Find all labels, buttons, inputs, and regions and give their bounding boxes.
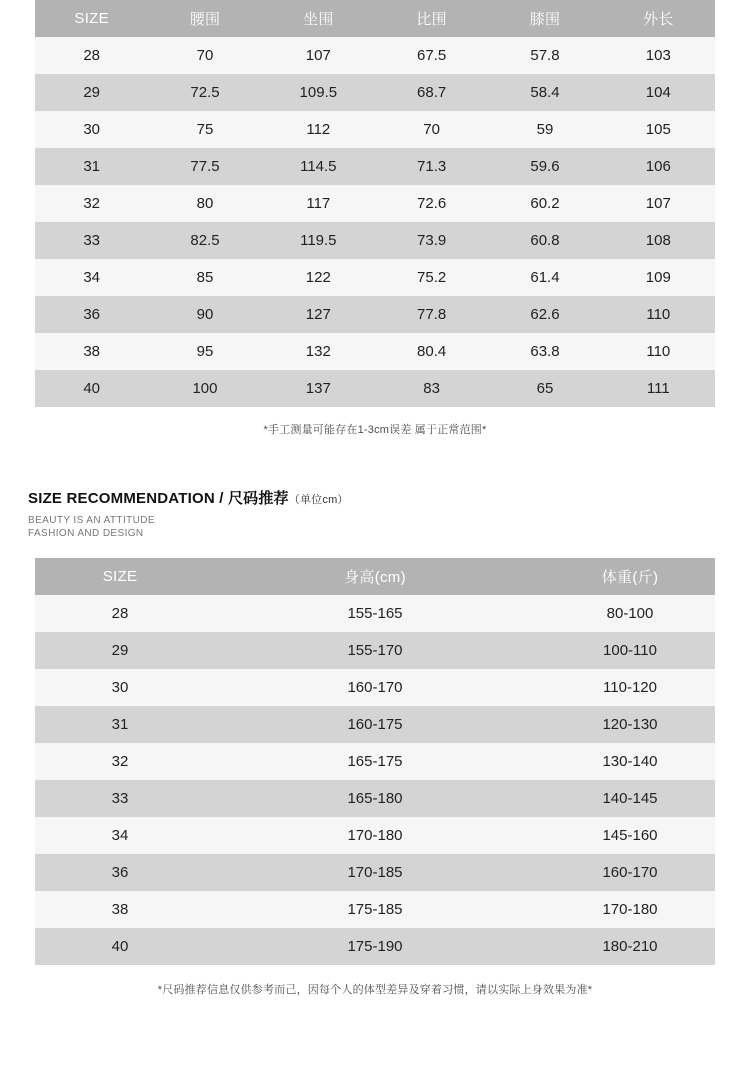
- recommendation-cell: 130-140: [545, 743, 715, 780]
- table-row: [35, 595, 715, 632]
- measure-cell: 59.6: [488, 148, 601, 185]
- measure-cell: 111: [602, 370, 715, 407]
- recommendation-title-unit: （单位cm）: [288, 494, 349, 506]
- table-row: [35, 632, 715, 669]
- table-row: [35, 669, 715, 706]
- measure-cell: 72.5: [148, 74, 261, 111]
- measure-cell: 58.4: [488, 74, 601, 111]
- recommendation-cell: 145-160: [545, 817, 715, 854]
- measure-cell: 75.2: [375, 259, 488, 296]
- column-header: 身高(cm): [205, 558, 545, 595]
- table-row: [35, 74, 715, 111]
- measure-cell: 77.8: [375, 296, 488, 333]
- measure-cell: 107: [262, 37, 375, 74]
- size-cell: 32: [35, 185, 148, 222]
- measure-cell: 132: [262, 333, 375, 370]
- measure-cell: 109.5: [262, 74, 375, 111]
- table-row: [35, 148, 715, 185]
- recommendation-cell: 175-190: [205, 928, 545, 965]
- measure-cell: 83: [375, 370, 488, 407]
- recommendation-table-container: [35, 558, 715, 997]
- measure-cell: 103: [602, 37, 715, 74]
- size-table-container: [35, 0, 715, 437]
- column-header: 膝围: [488, 0, 601, 37]
- recommendation-cell: 140-145: [545, 780, 715, 817]
- measure-cell: 71.3: [375, 148, 488, 185]
- measure-cell: 57.8: [488, 37, 601, 74]
- measure-cell: 62.6: [488, 296, 601, 333]
- size-cell: 36: [35, 296, 148, 333]
- recommendation-cell: 160-175: [205, 706, 545, 743]
- subtitle-line-1: BEAUTY IS AN ATTITUDE: [28, 515, 155, 526]
- measure-cell: 137: [262, 370, 375, 407]
- recommendation-heading: [0, 487, 750, 540]
- table-row: [35, 891, 715, 928]
- recommendation-cell: 155-170: [205, 632, 545, 669]
- table-row: [35, 333, 715, 370]
- recommendation-cell: 80-100: [545, 595, 715, 632]
- measure-cell: 82.5: [148, 222, 261, 259]
- column-header: 体重(斤): [545, 558, 715, 595]
- table-row: [35, 706, 715, 743]
- table-row: [35, 928, 715, 965]
- recommendation-cell: 175-185: [205, 891, 545, 928]
- size-cell: 33: [35, 222, 148, 259]
- column-header: SIZE: [35, 0, 148, 37]
- recommendation-table: [35, 558, 715, 965]
- size-cell: 34: [35, 817, 205, 854]
- size-cell: 32: [35, 743, 205, 780]
- size-cell: 28: [35, 37, 148, 74]
- size-cell: 31: [35, 148, 148, 185]
- table-row: [35, 296, 715, 333]
- recommendation-title-text: SIZE RECOMMENDATION / 尺码推荐: [28, 490, 289, 507]
- measure-cell: 100: [148, 370, 261, 407]
- measure-cell: 72.6: [375, 185, 488, 222]
- measure-cell: 59: [488, 111, 601, 148]
- column-header: SIZE: [35, 558, 205, 595]
- size-cell: 30: [35, 111, 148, 148]
- measure-cell: 85: [148, 259, 261, 296]
- measure-cell: 63.8: [488, 333, 601, 370]
- column-header: 腰围: [148, 0, 261, 37]
- recommendation-cell: 100-110: [545, 632, 715, 669]
- measure-cell: 77.5: [148, 148, 261, 185]
- measure-cell: 60.8: [488, 222, 601, 259]
- recommendation-cell: 120-130: [545, 706, 715, 743]
- measure-cell: 114.5: [262, 148, 375, 185]
- table-row: [35, 259, 715, 296]
- size-table: [35, 0, 715, 407]
- measure-cell: 106: [602, 148, 715, 185]
- measure-cell: 112: [262, 111, 375, 148]
- recommendation-cell: 170-180: [545, 891, 715, 928]
- measure-cell: 73.9: [375, 222, 488, 259]
- measure-cell: 68.7: [375, 74, 488, 111]
- measure-cell: 108: [602, 222, 715, 259]
- column-header: 坐围: [262, 0, 375, 37]
- measure-cell: 90: [148, 296, 261, 333]
- recommendation-cell: 155-165: [205, 595, 545, 632]
- measure-cell: 70: [375, 111, 488, 148]
- measure-cell: 67.5: [375, 37, 488, 74]
- recommendation-cell: 180-210: [545, 928, 715, 965]
- table-row: [35, 37, 715, 74]
- measure-cell: 60.2: [488, 185, 601, 222]
- table-header-row: [35, 558, 715, 595]
- table-header-row: [35, 0, 715, 37]
- column-header: 外长: [602, 0, 715, 37]
- table-row: [35, 370, 715, 407]
- measure-cell: 127: [262, 296, 375, 333]
- column-header: 比围: [375, 0, 488, 37]
- measure-cell: 104: [602, 74, 715, 111]
- measure-cell: 80.4: [375, 333, 488, 370]
- size-cell: 33: [35, 780, 205, 817]
- size-cell: 38: [35, 891, 205, 928]
- measure-cell: 70: [148, 37, 261, 74]
- size-cell: 29: [35, 74, 148, 111]
- measure-cell: 122: [262, 259, 375, 296]
- measure-cell: 110: [602, 333, 715, 370]
- size-cell: 34: [35, 259, 148, 296]
- size-cell: 36: [35, 854, 205, 891]
- recommendation-cell: 165-180: [205, 780, 545, 817]
- size-cell: 40: [35, 928, 205, 965]
- table-row: [35, 780, 715, 817]
- size-cell: 29: [35, 632, 205, 669]
- size-cell: 38: [35, 333, 148, 370]
- recommendation-cell: 160-170: [205, 669, 545, 706]
- recommendation-cell: 170-185: [205, 854, 545, 891]
- recommendation-title: [28, 487, 750, 508]
- size-cell: 40: [35, 370, 148, 407]
- measure-cell: 109: [602, 259, 715, 296]
- size-cell: 28: [35, 595, 205, 632]
- subtitle-line-2: FASHION AND DESIGN: [28, 528, 144, 539]
- table-row: [35, 817, 715, 854]
- measure-cell: 117: [262, 185, 375, 222]
- measure-cell: 95: [148, 333, 261, 370]
- recommendation-note: *尺码推荐信息仅供参考而己，因每个人的体型差异及穿着习惯，请以实际上身效果为准*: [157, 984, 593, 996]
- measure-cell: 75: [148, 111, 261, 148]
- recommendation-cell: 170-180: [205, 817, 545, 854]
- recommendation-cell: 165-175: [205, 743, 545, 780]
- table-row: [35, 185, 715, 222]
- table-row: [35, 222, 715, 259]
- recommendation-subtitle: [28, 514, 750, 540]
- measure-cell: 80: [148, 185, 261, 222]
- table-row: [35, 743, 715, 780]
- size-cell: 30: [35, 669, 205, 706]
- measure-cell: 65: [488, 370, 601, 407]
- table-row: [35, 111, 715, 148]
- measure-cell: 110: [602, 296, 715, 333]
- size-cell: 31: [35, 706, 205, 743]
- measure-cell: 105: [602, 111, 715, 148]
- measure-cell: 107: [602, 185, 715, 222]
- measure-cell: 61.4: [488, 259, 601, 296]
- measure-cell: 119.5: [262, 222, 375, 259]
- recommendation-cell: 160-170: [545, 854, 715, 891]
- size-table-note: *手工测量可能存在1-3cm误差 属于正常范围*: [263, 424, 487, 436]
- table-row: [35, 854, 715, 891]
- recommendation-cell: 110-120: [545, 669, 715, 706]
